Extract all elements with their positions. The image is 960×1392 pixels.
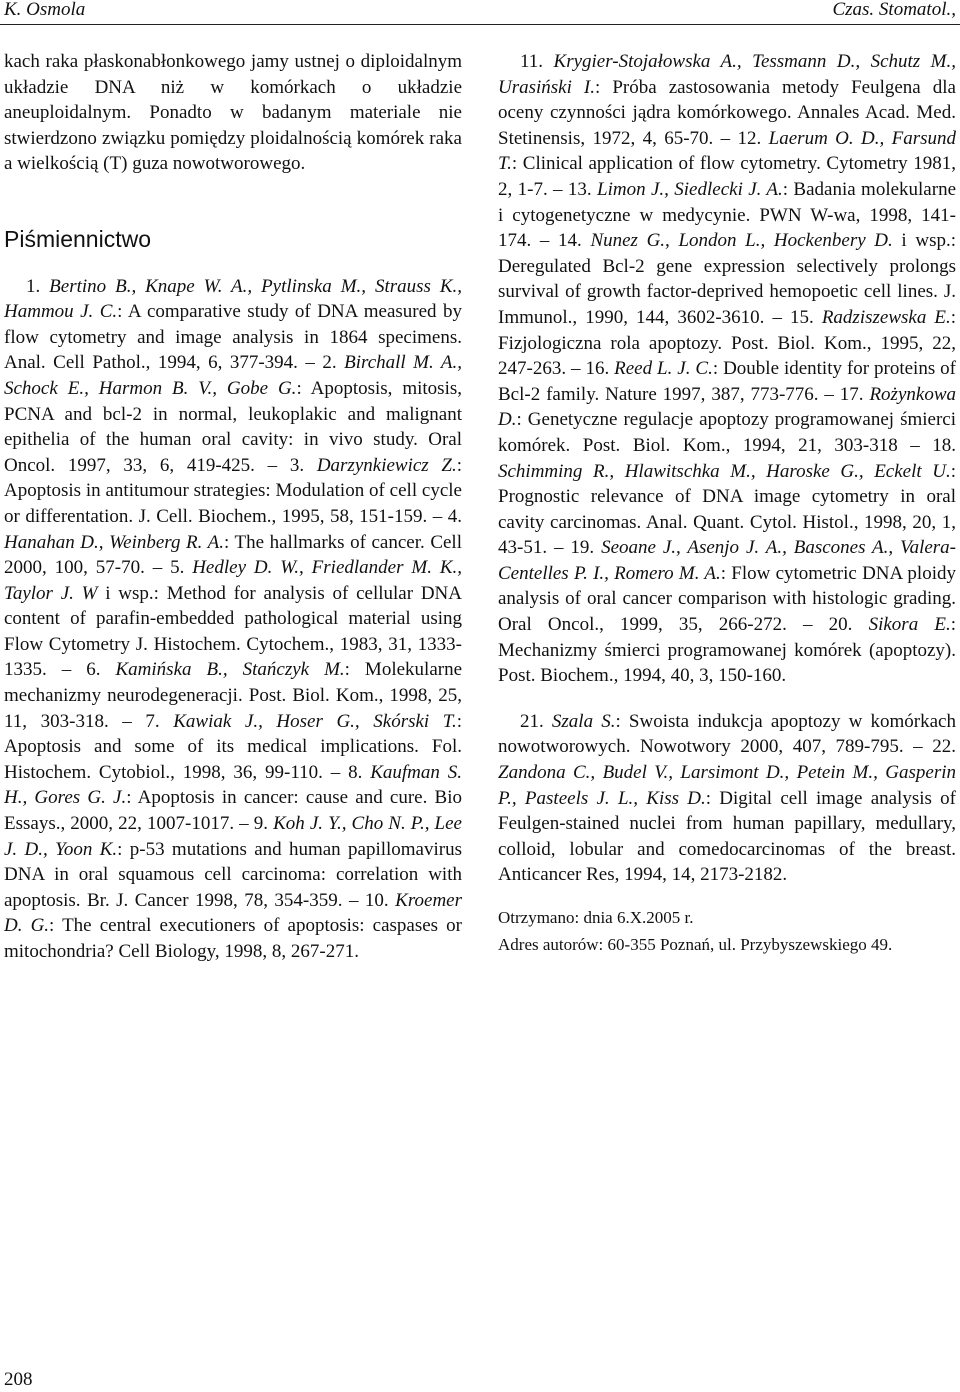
reference-text: : Badania molekularne i cytogenetyczne w medycynie. PWN W-wa, 1998, 141-174. – 14. (498, 178, 957, 252)
page-number: 208 (4, 1369, 33, 1390)
reference-text: : Mechanizmy śmierci programowanej komórek (apoptozy). Post. Biochem., 1994, 40, 3, 150-160. (498, 614, 956, 687)
reference-text: 21. (520, 710, 552, 732)
reference-text: : Swoista indukcja apoptozy w komórkach nowotworowych. Nowotwory 2000, 407, 789-795. – 22. (498, 710, 956, 758)
reference-text: : Apoptosis, mitosis, PCNA and bcl-2 in normal, leukoplakic and malignant epithelia of the human oral cavity: in vivo study. Oral Oncol. 1997, 33, 6, 419-425. – 3. (4, 377, 462, 476)
author-names: Darzynkiewicz Z. (316, 454, 457, 476)
reference-text: : Double identity for proteins of Bcl-2 family. Nature 1997, 387, 773-776. – 17. (498, 358, 956, 405)
author-names: Radziszewska E. (821, 306, 951, 328)
reference-text: : Próba zastosowania metody Feulgena dla oceny czynności jądra komórkowego. Annales Acad. Med. Stetinensis, 1972, 4, 65-70. – 12. (498, 76, 956, 149)
author-names: Laerum O. D., Farsund T. (498, 127, 956, 175)
reference-text: : Fizjologiczna rola apoptozy. Post. Biol. Kom., 1995, 22, 247-263. – 16. (498, 306, 957, 380)
reference-text: : Apoptosis in antitumour strategies: Modulation of cell cycle or differentation. J. Cell. Biochem., 1995, 58, 151-159. – 4. (4, 454, 462, 527)
reference-text: i wsp.: Deregulated Bcl-2 gene expression selectively prolongs survival of growth factor-deprived hemopoetic cell lines. J. Immunol., 1990, 144, 3602-3610. – 15. (498, 230, 956, 328)
author-names: Krygier-Stojałowska A., Tessmann D., Schutz M., Urasiński I. (498, 51, 956, 98)
author-names: Sikora E. (868, 614, 951, 636)
header-journal: Czas. Stomatol., (832, 0, 956, 20)
reference-text: : Apoptosis and some of its medical implications. Fol. Histochem. Cytobiol., 1998, 36, 99-110. – 8. (4, 710, 462, 783)
author-names: Schimming R., Hlawitschka M., Haroske G., Eckelt U. (498, 460, 951, 482)
reference-text: : Flow cytometric DNA ploidy analysis of oral cancer comparison with histologic grading. Oral Oncol., 1999, 35, 266-272. – 20. (498, 562, 956, 636)
reference-text: : Digital cell image analysis of Feulgen-stained nuclei from human papillary, medullary, colloid, lobular and comedocarcinomas of the breast. Anticancer Res, 1994, 14, 2173-2182. (498, 787, 956, 886)
reference-text: 1. (26, 275, 50, 297)
references-left (4, 274, 462, 965)
intro-paragraph: kach raka płaskonabłonkowego jamy ustnej o diploidalnym układzie DNA niż w komórkach o układzie aneuploidalnym. Ponadto w badanym materiale nie stwierdzono związku pomiędzy ploidalnością komórek raka a wielkością (T) guza nowotworowego. (4, 51, 462, 175)
reference-text: : p-53 mutations and human papillomavirus DNA in oral squamous cell carcinoma: correlation with apoptosis. Br. J. Cancer 1998, 78, 354-359. – 10. (4, 838, 462, 911)
references-right (498, 49, 956, 689)
reference-text: : Molekularne mechanizmy neurodegeneracji. Post. Biol. Kom., 1998, 25, 11, 303-318. – 7. (4, 659, 463, 732)
author-names: Nunez G., London L., Hockenbery D. (590, 230, 893, 252)
header-author: K. Osmola (4, 0, 86, 20)
reference-text: : The hallmarks of cancer. Cell 2000, 100, 57-70. – 5. (4, 531, 462, 579)
author-names: Kawiak J., Hoser G., Skórski T. (173, 710, 457, 732)
author-names: Rożynkowa D. (498, 383, 956, 431)
author-names: Kaufman S. H., Gores G. J. (4, 761, 462, 809)
author-names: Limon J., Siedlecki J. A. (597, 178, 783, 200)
reference-text: : Genetyczne regulacje apoptozy programowanej śmierci komórek. Post. Biol. Kom., 1994, 21, 303-318 – 18. (498, 409, 956, 456)
author-names: Bertino B., Knape W. A., Pytlinska M., Strauss K., Hammou J. C. (4, 275, 462, 323)
reference-text: : Clinical application of flow cytometry. Cytometry 1981, 2, 1-7. – 13. (498, 153, 956, 200)
author-names: Kamińska B., Stańczyk M. (115, 659, 345, 681)
reference-text: : The central executioners of apoptosis: caspases or mitochondria? Cell Biology, 1998, 8, 267-271. (4, 915, 462, 962)
reference-text: 11. (520, 51, 554, 72)
left-column (4, 49, 462, 965)
author-names: Zandona C., Budel V., Larsimont D., Petein M., Gasperin P., Pasteels J. L., Kiss D. (498, 762, 956, 809)
author-address: Adres autorów: 60-355 Poznań, ul. Przybyszewskiego 49. (498, 935, 893, 954)
section-heading: Piśmiennictwo (4, 225, 151, 252)
header-rule (0, 24, 960, 25)
author-names: Hedley D. W., Friedlander M. K., Taylor J. W (4, 557, 462, 604)
author-names: Szala S. (551, 710, 616, 732)
author-names: Birchall M. A., Schock E., Harmon B. V., Gobe G. (4, 352, 463, 399)
reference-text: i wsp.: Method for analysis of cellular DNA content of parafin-embedded pathological material using Flow Cytometry J. Histochem. Cytochem., 1983, 31, 1333-1335. – 6. (4, 582, 462, 681)
right-column (498, 49, 956, 957)
author-names: Reed L. J. C. (614, 358, 713, 380)
reference-text: : Prognostic relevance of DNA image cytometry in oral cavity carcinomas. Anal. Quant. Cytol. Histol., 1998, 20, 1, 43-51. – 19. (498, 460, 956, 559)
author-names: Hanahan D., Weinberg R. A. (4, 531, 224, 553)
received-date: Otrzymano: dnia 6.X.2005 r. (498, 908, 694, 927)
author-names: Kroemer D. G. (4, 889, 462, 937)
reference-21 (498, 709, 956, 888)
reference-text: : A comparative study of DNA measured by flow cytometry and image analysis in 1864 specimens. Anal. Cell Pathol., 1994, 6, 377-394. – 2. (4, 301, 462, 374)
author-names: Seoane J., Asenjo J. A., Bascones A., Valera-Centelles P. I., Romero M. A. (498, 537, 956, 584)
reference-text: : Apoptosis in cancer: cause and cure. Bio Essays., 2000, 22, 1007-1017. – 9. (4, 787, 462, 835)
author-names: Koh J. Y., Cho N. P., Lee J. D., Yoon K. (4, 813, 462, 860)
running-header (0, 0, 960, 20)
